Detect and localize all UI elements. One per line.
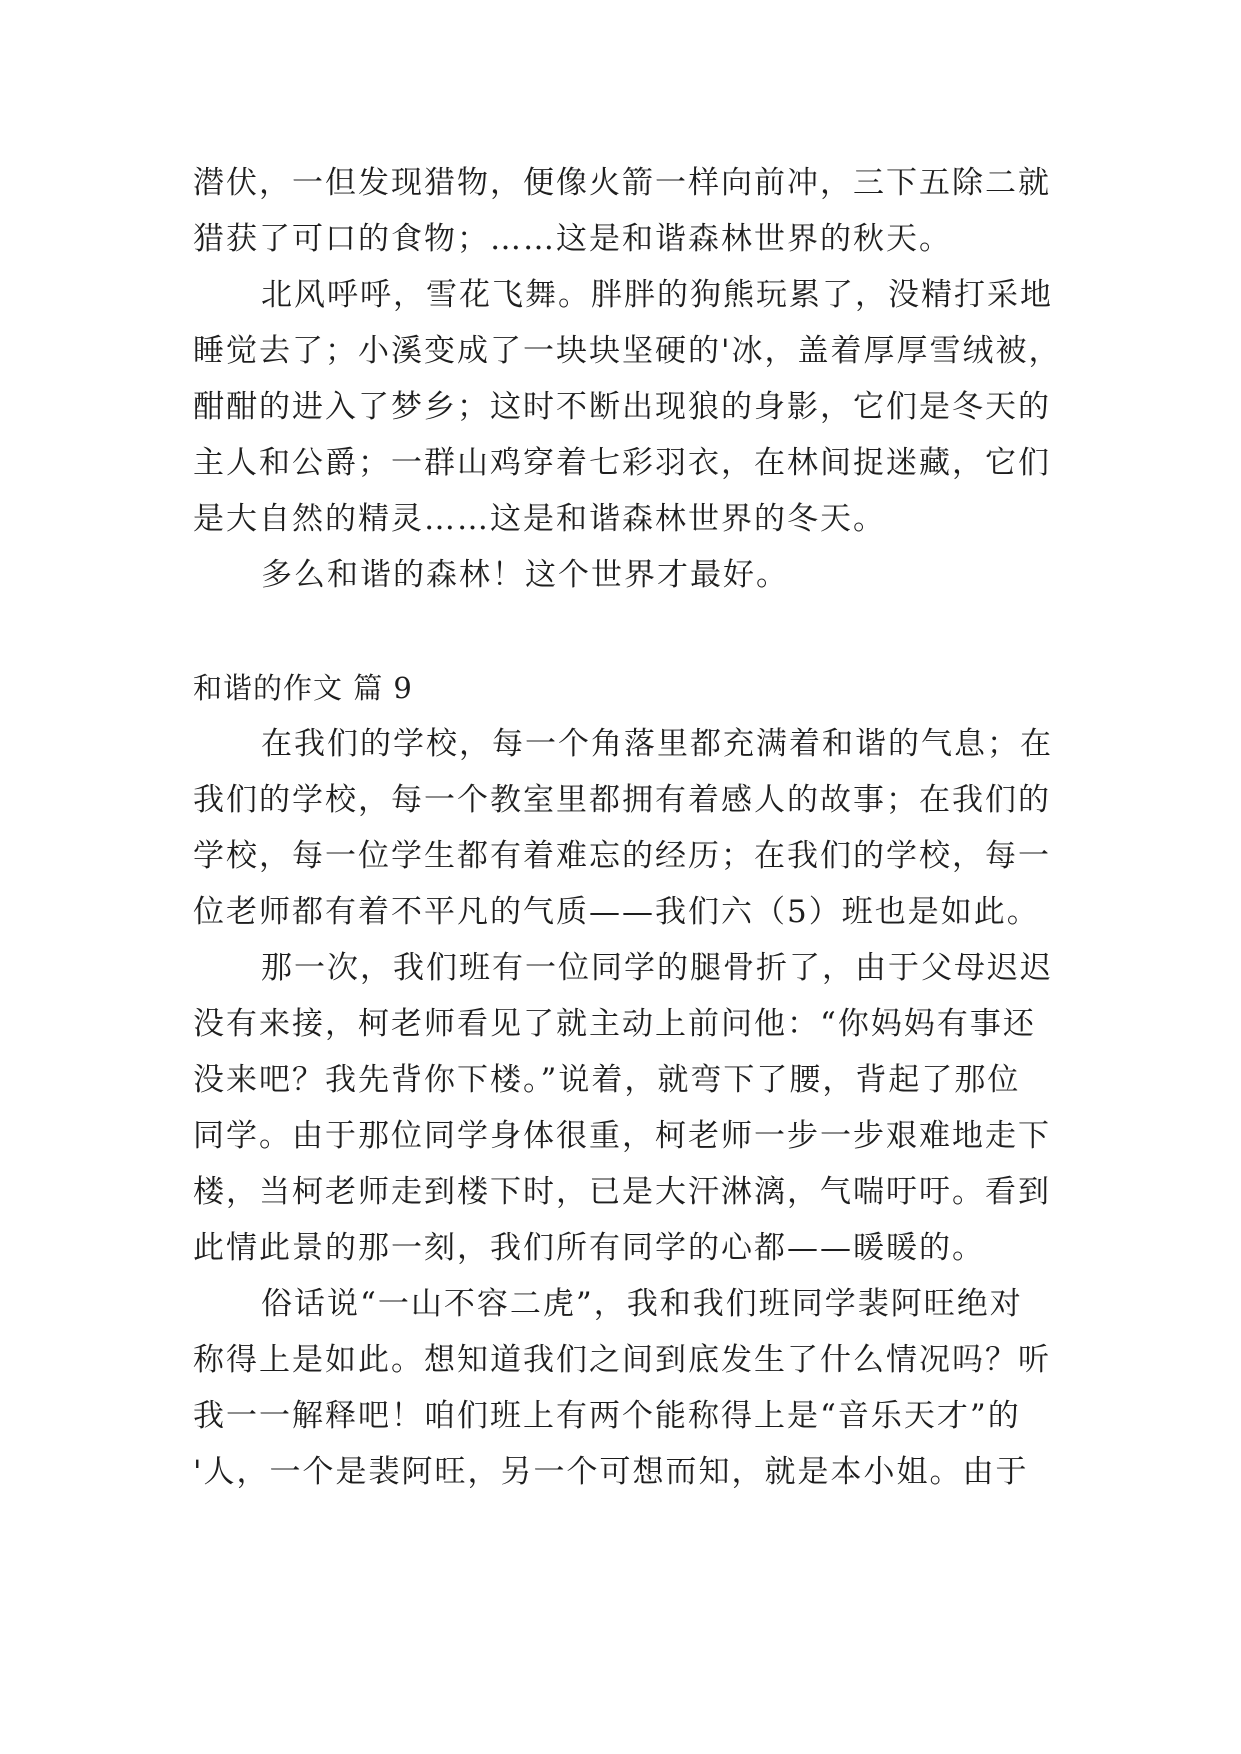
text-line: 学校，每一位学生都有着难忘的经历；在我们的学校，每一 xyxy=(193,838,1051,874)
text-line: 酣酣的进入了梦乡；这时不断出现狼的身影，它们是冬天的 xyxy=(193,389,1051,425)
text-line: 没来吧？我先背你下楼。”说着，就弯下了腰，背起了那位 xyxy=(193,1062,1021,1098)
text-line: 猎获了可口的食物；……这是和谐森林世界的秋天。 xyxy=(193,221,952,257)
text-line: 位老师都有着不平凡的气质——我们六（5）班也是如此。 xyxy=(193,894,1040,930)
text-line: 俗话说“一山不容二虎”，我和我们班同学裴阿旺绝对 xyxy=(261,1286,1023,1322)
text-line: 我们的学校，每一个教室里都拥有着感人的故事；在我们的 xyxy=(193,782,1051,818)
text-line: 楼，当柯老师走到楼下时，已是大汗淋漓，气喘吁吁。看到 xyxy=(193,1174,1051,1210)
text-line: 我一一解释吧！咱们班上有两个能称得上是“音乐天才”的 xyxy=(193,1398,1021,1434)
text-line: 此情此景的那一刻，我们所有同学的心都——暖暖的。 xyxy=(193,1230,985,1266)
paragraph xyxy=(193,267,1073,547)
paragraph xyxy=(193,1276,1073,1500)
section-gap xyxy=(193,603,1073,660)
paragraph xyxy=(193,547,1073,603)
text-line: '人，一个是裴阿旺，另一个可想而知，就是本小姐。由于 xyxy=(193,1454,1029,1490)
paragraph xyxy=(193,155,1073,267)
text-line: 那一次，我们班有一位同学的腿骨折了，由于父母迟迟 xyxy=(261,950,1053,986)
text-line: 是大自然的精灵……这是和谐森林世界的冬天。 xyxy=(193,501,886,537)
section-heading: 和谐的作文 篇 9 xyxy=(193,671,413,705)
paragraph xyxy=(193,940,1073,1276)
text-line: 同学。由于那位同学身体很重，柯老师一步一步艰难地走下 xyxy=(193,1118,1051,1154)
text-line: 主人和公爵；一群山鸡穿着七彩羽衣，在林间捉迷藏，它们 xyxy=(193,445,1051,481)
text-line: 潜伏，一但发现猎物，便像火箭一样向前冲，三下五除二就 xyxy=(193,165,1051,201)
text-line: 睡觉去了；小溪变成了一块块坚硬的'冰，盖着厚厚雪绒被， xyxy=(193,333,1062,369)
text-line: 多么和谐的森林！这个世界才最好。 xyxy=(261,557,789,593)
document-page xyxy=(193,155,1073,1500)
paragraph xyxy=(193,716,1073,940)
text-line: 在我们的学校，每一个角落里都充满着和谐的气息；在 xyxy=(261,726,1053,762)
text-line: 称得上是如此。想知道我们之间到底发生了什么情况吗？听 xyxy=(193,1342,1051,1378)
text-line: 没有来接，柯老师看见了就主动上前问他：“你妈妈有事还 xyxy=(193,1006,1036,1042)
text-line: 北风呼呼，雪花飞舞。胖胖的狗熊玩累了，没精打采地 xyxy=(261,277,1053,313)
